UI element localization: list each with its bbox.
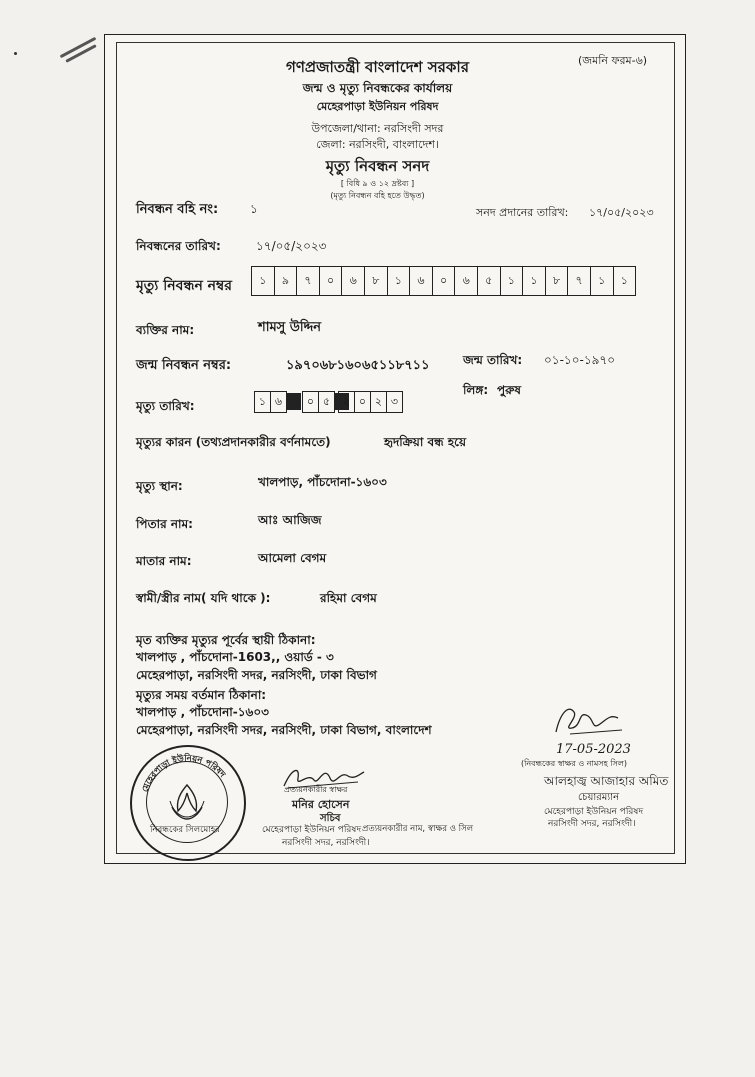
death-month-digit: ০ xyxy=(303,392,319,412)
cur-addr-line1: খালপাড় , পাঁচদোনা-১৬০৩ xyxy=(136,705,269,719)
registrar-name: আলহাজ্ব আজাহার অমিত xyxy=(544,774,669,788)
reg-digit: ৬ xyxy=(455,267,478,295)
verifier-office: মেহেরপাড়া ইউনিয়ন পরিষদ xyxy=(262,825,362,835)
reg-no-boxes xyxy=(251,266,636,296)
cur-addr-label: মৃত্যুর সময় বর্তমান ঠিকানা: xyxy=(136,688,267,702)
dob-value: ০১-১০-১৯৭০ xyxy=(544,353,616,367)
reg-date-label: নিবন্ধনের তারিখ: xyxy=(136,239,221,253)
reg-digit: ১ xyxy=(620,273,628,287)
government-title: গণপ্রজাতন্ত্রী বাংলাদেশ সরকার xyxy=(286,58,469,76)
reg-digit: ৮ xyxy=(546,267,569,295)
spouse-value: রহিমা বেগম xyxy=(320,591,377,605)
upazila: উপজেলা/থানা: নরসিংদী সদর xyxy=(311,122,444,135)
death-month-digit: ৫ xyxy=(322,394,331,408)
death-day-digit: ১ xyxy=(255,392,271,412)
mother-label: মাতার নাম: xyxy=(136,554,192,568)
date-separator xyxy=(287,393,301,410)
reg-digit: ১ xyxy=(523,267,546,295)
death-year-digit: ০ xyxy=(355,392,371,412)
death-year-digit: ২ xyxy=(339,392,355,412)
verifier-caption: প্রত্যয়নকারীর স্বাক্ষর xyxy=(284,785,348,794)
union-council-seal xyxy=(130,745,246,861)
reg-digit: ৭ xyxy=(297,267,320,295)
birth-reg-value: ১৯৭০৬৮১৬০৬৫১১৮৭১১ xyxy=(286,358,430,373)
name-label: ব্যক্তির নাম: xyxy=(136,323,195,337)
rule-reference: [ বিধি ৯ ও ১২ দ্রষ্টব্য ] xyxy=(340,179,415,188)
mother-value: আমেলা বেগম xyxy=(258,551,327,565)
registrar-address: নরসিংদী সদর, নরসিংদী। xyxy=(548,819,636,829)
perm-addr-line2: মেহেরপাড়া, নরসিংদী সদর, নরসিংদী, ঢাকা বিভাগ xyxy=(136,668,377,682)
dob-label: জন্ম তারিখ: xyxy=(463,353,523,367)
death-date-label: মৃত্যু তারিখ: xyxy=(136,399,195,413)
verifier-title: সচিব xyxy=(320,813,341,824)
seal-ring-text xyxy=(132,747,244,859)
name-value: শামসু উদ্দিন xyxy=(258,320,322,335)
perm-addr-label: মৃত ব্যক্তির মৃত্যুর পূর্বের স্থায়ী ঠিকানা: xyxy=(136,633,316,647)
reg-digit: ১ xyxy=(501,267,524,295)
registrar-signature xyxy=(548,700,628,744)
svg-text:মেহেরপাড়া ইউনিয়ন পরিষদ: মেহেরপাড়া ইউনিয়ন পরিষদ xyxy=(140,753,228,794)
reg-digit: ৬ xyxy=(410,267,433,295)
reg-digit: ৯ xyxy=(275,267,298,295)
perm-addr-line1: খালপাড় , পাঁচদোনা-1603,, ওয়ার্ড - ৩ xyxy=(136,650,334,664)
father-value: আঃ আজিজ xyxy=(258,513,322,527)
death-year-boxes xyxy=(338,391,403,413)
reg-date-value: ১৭/০৫/২০২৩ xyxy=(256,239,327,253)
seal-caption: নিবন্ধকের সিলমোহর xyxy=(150,825,220,835)
verifier-role: প্রত্যয়নকারীর নাম, স্বাক্ষর ও সিল xyxy=(362,824,474,834)
form-number: (জমনি ফরম-৬) xyxy=(578,54,648,67)
reg-digit: ৬ xyxy=(342,267,365,295)
book-no-value: ১ xyxy=(250,202,258,216)
reg-digit: ১ xyxy=(591,267,614,295)
reg-digit: ১ xyxy=(252,267,275,295)
reg-digit: ৭ xyxy=(568,267,591,295)
sex-label: লিঙ্গ: xyxy=(463,383,489,397)
registrar-caption: (নিবন্ধকের স্বাক্ষর ও নামসহ সিল) xyxy=(521,759,627,768)
issue-date-value: ১৭/০৫/২০২৩ xyxy=(589,206,654,219)
verifier-address: নরসিংদী সদর, নরসিংদী। xyxy=(282,838,370,848)
office-name: জন্ম ও মৃত্যু নিবন্ধকের কার্যালয় xyxy=(302,81,453,95)
reg-digit: ১ xyxy=(388,267,411,295)
source-note: (মৃত্যু নিবন্ধন বহি হতে উদ্ধৃত) xyxy=(330,191,425,200)
reg-no-label: মৃত্যু নিবন্ধন নম্বর xyxy=(136,278,232,294)
birth-reg-label: জন্ম নিবন্ধন নম্বর: xyxy=(136,358,232,373)
death-day-digit: ৬ xyxy=(274,394,283,408)
certificate-title: মৃত্যু নিবন্ধন সনদ xyxy=(325,157,430,175)
spouse-label: স্বামী/স্ত্রীর নাম( যদি থাকে ): xyxy=(136,591,271,605)
place-value: খালপাড়, পাঁচদোনা-১৬০৩ xyxy=(258,475,387,489)
district: জেলা: নরসিংদী, বাংলাদেশ। xyxy=(316,138,439,151)
reg-digit: ০ xyxy=(433,267,456,295)
cause-label: মৃত্যুর কারন (তথ্যপ্রদানকারীর বর্ণনামতে) xyxy=(136,435,331,449)
sex-value: পুরুষ xyxy=(497,383,521,397)
registrar-date: 17-05-2023 xyxy=(556,742,631,757)
father-label: পিতার নাম: xyxy=(136,517,193,531)
council-name: মেহেরপাড়া ইউনিয়ন পরিষদ xyxy=(316,100,439,113)
death-year-digit: ৩ xyxy=(390,394,399,408)
book-no-label: নিবন্ধন বহি নং: xyxy=(136,202,219,217)
reg-digit: ০ xyxy=(320,267,343,295)
death-month-boxes xyxy=(302,391,335,413)
verifier-name: মনির হোসেন xyxy=(292,798,350,811)
death-day-boxes xyxy=(254,391,287,413)
registrar-title: চেয়ারম্যান xyxy=(578,792,620,803)
registrar-office: মেহেরপাড়া ইউনিয়ন পরিষদ xyxy=(544,807,644,817)
reg-digit: ৫ xyxy=(478,267,501,295)
ink-dot xyxy=(14,52,17,55)
cause-value: হৃদক্রিয়া বন্ধ হয়ে xyxy=(384,435,467,449)
reg-digit: ৮ xyxy=(365,267,388,295)
death-year-digit: ২ xyxy=(371,392,387,412)
place-label: মৃত্যু স্থান: xyxy=(136,479,183,493)
cur-addr-line2: মেহেরপাড়া, নরসিংদী সদর, নরসিংদী, ঢাকা বিভাগ, বাংলাদেশ xyxy=(136,723,432,737)
issue-date-label: সনদ প্রদানের তারিখ: xyxy=(476,206,569,219)
